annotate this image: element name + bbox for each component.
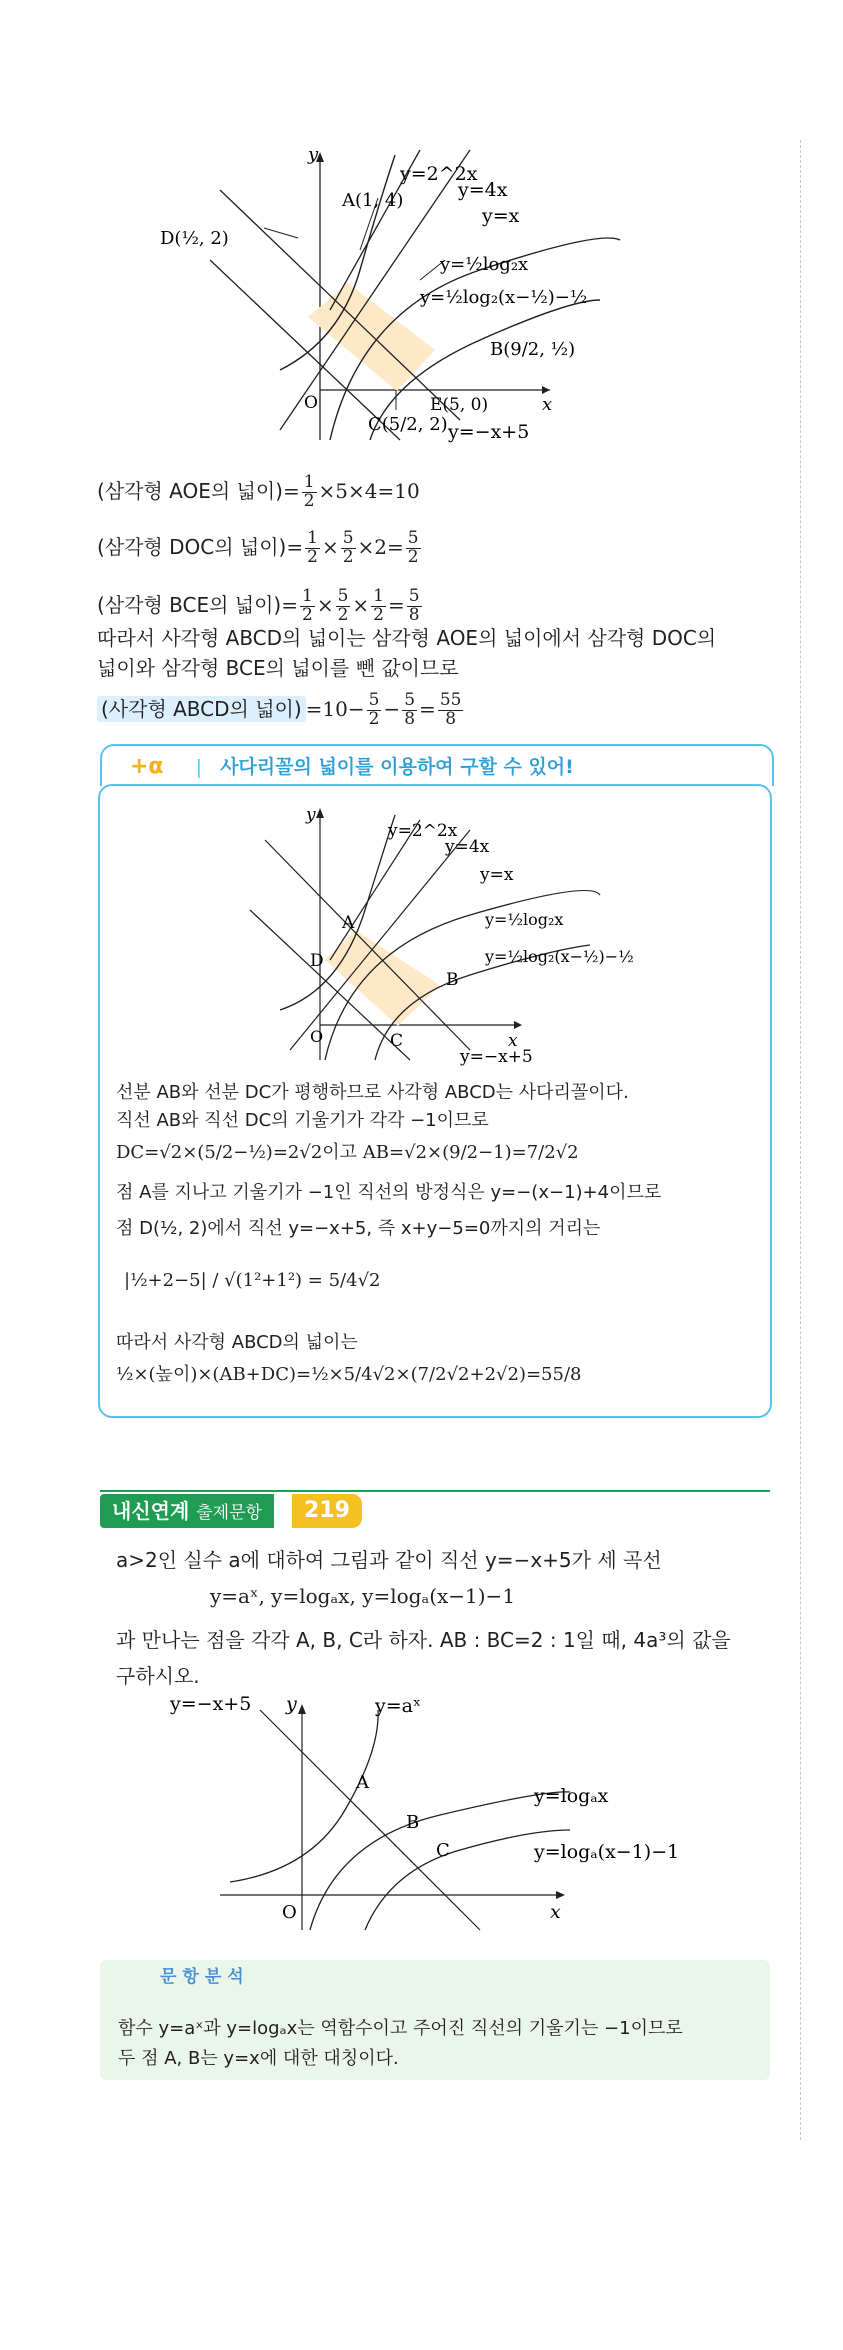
tip-fig-b: B xyxy=(446,970,459,990)
fig1-line: y=−x+5 xyxy=(448,421,530,443)
calc-therefore-2: 넓이와 삼각형 BCE의 넓이를 뺀 값이므로 xyxy=(97,656,459,680)
tip-fig-x: x xyxy=(508,1031,518,1051)
fig1-curve-log2: y=½log₂(x−½)−½ xyxy=(420,287,588,308)
analysis-l2: 두 점 A, B는 y=x에 대한 대칭이다. xyxy=(118,2048,399,2069)
prob-fig-b: B xyxy=(406,1812,420,1833)
calc-doc: (삼각형 DOC의 넓이)= $\frac{1}{2}$ × $\frac{5}{2}$ ×2= $\frac{5}{2}$ xyxy=(97,528,419,567)
tip-fig-a: A xyxy=(342,913,355,933)
prob-fig-c: C xyxy=(436,1840,450,1861)
calc-bce: (삼각형 BCE의 넓이)= $\frac{1}{2}$ × $\frac{5}{2}$ × $\frac{1}{2}$ = $\frac{5}{8}$ xyxy=(97,586,420,625)
tip-fig-line: y=−x+5 xyxy=(460,1047,533,1067)
tip-l3: DC=√2×(5/2−½)=2√2이고 AB=√2×(9/2−1)=7/2√2 xyxy=(116,1142,579,1163)
tip-l6: |½+2−5| / √(1²+1²) = 5/4√2 xyxy=(124,1270,381,1291)
calc-aoe: (삼각형 AOE의 넓이)= $\frac{1}{2}$ ×5×4=10 xyxy=(97,472,420,511)
tip-l4: 점 A를 지나고 기울기가 −1인 직선의 방정식은 y=−(x−1)+4이므로 xyxy=(116,1182,662,1203)
tip-header: +α | 사다리꼴의 넓이를 이용하여 구할 수 있어! xyxy=(130,754,574,779)
tip-l5: 점 D(½, 2)에서 직선 y=−x+5, 즉 x+y−5=0까지의 거리는 xyxy=(116,1218,601,1239)
problem-text-4: 구하시오. xyxy=(116,1664,200,1688)
tip-fig-y: y xyxy=(306,805,316,825)
tip-l7: 따라서 사각형 ABCD의 넓이는 xyxy=(116,1332,358,1353)
fig1-pt-a: A(1, 4) xyxy=(342,190,404,211)
problem-badge: 내신연계 출제문항 xyxy=(100,1494,274,1528)
fig1-pt-b: B(9/2, ½) xyxy=(490,339,576,360)
tip-title: 사다리꼴의 넓이를 이용하여 구할 수 있어! xyxy=(220,756,574,778)
tip-l2: 직선 AB와 직선 DC의 기울기가 각각 −1이므로 xyxy=(116,1110,489,1131)
prob-fig-log2: y=logₐ(x−1)−1 xyxy=(534,1841,680,1863)
problem-text-2: y=aˣ, y=logₐx, y=logₐ(x−1)−1 xyxy=(210,1584,516,1608)
fig1-curve-4x: y=4x xyxy=(458,179,508,201)
fig1-curve-exp: y=2^2x xyxy=(400,163,478,185)
tip-fig-o: O xyxy=(310,1027,324,1046)
analysis-l1: 함수 y=aˣ과 y=logₐx는 역함수이고 주어진 직선의 기울기는 −1이므로 xyxy=(118,2018,683,2039)
prob-fig-y: y xyxy=(286,1693,297,1715)
calc-therefore-1: 따라서 사각형 ABCD의 넓이는 삼각형 AOE의 넓이에서 삼각형 DOC의 xyxy=(97,626,717,650)
fig1-pt-d: D(½, 2) xyxy=(160,228,229,249)
prob-fig-a: A xyxy=(356,1772,369,1793)
analysis-title: 문항분석 xyxy=(160,1967,250,1987)
calc-abcd: (사각형 ABCD의 넓이) =10− $\frac{5}{2}$ − $\frac{5}{8}$ = $\frac{55}{8}$ xyxy=(97,692,465,729)
fig1-curve-yx: y=x xyxy=(482,205,520,227)
figure-1 xyxy=(160,140,640,460)
problem-figure xyxy=(160,1690,720,1940)
tip-figure xyxy=(270,800,690,1080)
prob-fig-log1: y=logₐx xyxy=(534,1785,609,1807)
fig1-pt-c: C(5/2, 2) xyxy=(368,414,448,435)
tip-fig-log1: y=½log₂x xyxy=(485,910,564,929)
plus-alpha-icon: +α xyxy=(130,754,164,779)
fig1-x-label: x xyxy=(542,394,553,415)
tip-fig-4x: y=4x xyxy=(445,837,490,857)
quad-abcd xyxy=(308,283,435,391)
problem-text-1: a>2인 실수 a에 대하여 그림과 같이 직선 y=−x+5가 세 곡선 xyxy=(116,1548,662,1572)
tip-l1: 선분 AB와 선분 DC가 평행하므로 사각형 ABCD는 사다리꼴이다. xyxy=(116,1082,629,1103)
tip-fig-c: C xyxy=(390,1031,404,1051)
fig1-origin: O xyxy=(304,393,318,413)
problem-number: 219 xyxy=(292,1494,362,1528)
fig1-y-label: y xyxy=(308,144,319,165)
problem-text-3: 과 만나는 점을 각각 A, B, C라 하자. AB : BC=2 : 1일 때, 4a³의 값을 xyxy=(116,1628,731,1652)
prob-fig-exp: y=aˣ xyxy=(375,1695,422,1717)
tip-fig-log2: y=½log₂(x−½)−½ xyxy=(485,947,634,966)
tip-fig-exp: y=2^2x xyxy=(388,821,458,841)
prob-fig-o: O xyxy=(282,1902,297,1923)
fig1-curve-log1: y=½log₂x xyxy=(440,254,529,275)
problem-rule xyxy=(100,1490,770,1492)
fig1-pt-e: E(5, 0) xyxy=(430,395,489,415)
margin-divider xyxy=(800,140,801,2140)
tip-fig-yx: y=x xyxy=(480,865,514,885)
prob-fig-line: y=−x+5 xyxy=(170,1693,252,1715)
prob-fig-x: x xyxy=(550,1901,561,1923)
tip-l8: ½×(높이)×(AB+DC)=½×5/4√2×(7/2√2+2√2)=55/8 xyxy=(116,1364,582,1385)
tip-fig-d: D xyxy=(310,951,324,971)
